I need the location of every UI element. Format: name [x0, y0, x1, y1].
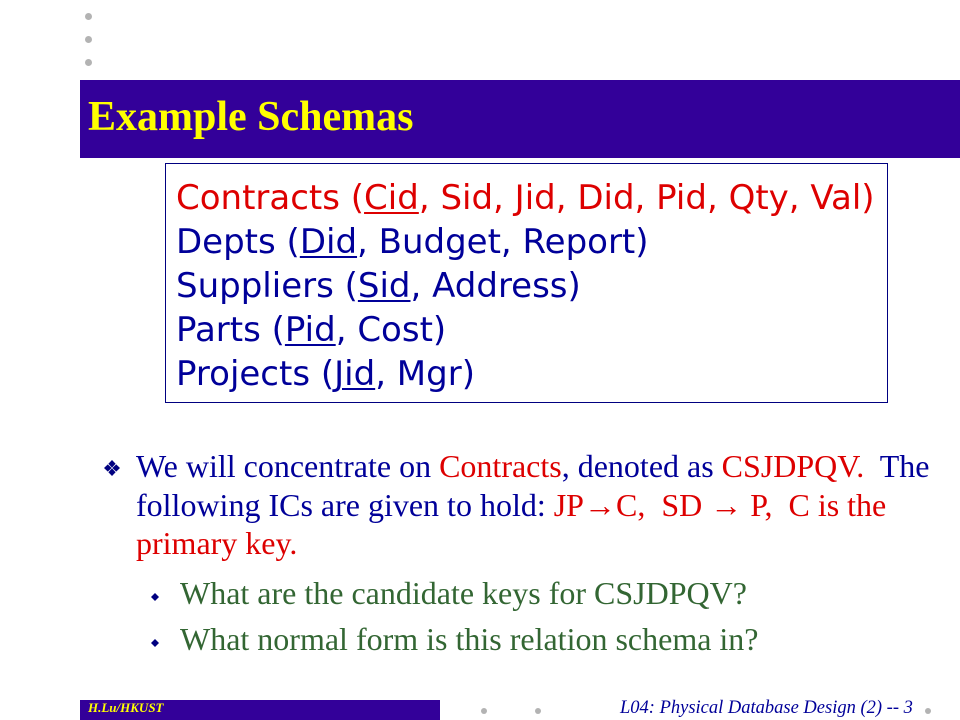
text-segment: JP→C, SD → P, C is the [553, 486, 895, 523]
relation-name: Contracts ( [176, 178, 365, 218]
attribute-list: , Budget, Report) [357, 222, 649, 262]
question-item [150, 620, 930, 659]
text-segment: Contracts [439, 448, 562, 484]
primary-key-attribute: Cid [364, 178, 419, 218]
decor-dot [925, 708, 931, 714]
text-segment: primary key. [136, 525, 298, 561]
schema-line-depts [176, 220, 887, 264]
relation-name: Projects ( [176, 354, 335, 394]
text-segment: We will concentrate on [136, 448, 440, 484]
text-line [136, 524, 937, 563]
diamond-bullet-icon [151, 639, 159, 647]
relation-name: Depts ( [176, 222, 300, 262]
text-line [136, 447, 937, 486]
schema-line-parts [176, 308, 887, 352]
text-segment: , denoted as [561, 448, 722, 484]
four-diamond-bullet-icon [104, 460, 120, 476]
question-text: What normal form is this relation schema in? [180, 621, 759, 657]
relation-name: Parts ( [176, 310, 285, 350]
question-text: What are the candidate keys for CSJDPQV? [180, 575, 747, 611]
decor-dot [85, 36, 92, 43]
schema-line-contracts [176, 176, 887, 220]
attribute-list: , Mgr) [375, 354, 475, 394]
text-line [136, 486, 937, 525]
primary-key-attribute: Jid [334, 354, 376, 394]
primary-key-attribute: Pid [284, 310, 336, 350]
primary-key-attribute: Sid [357, 266, 411, 306]
decor-dot [481, 708, 487, 714]
schema-box [165, 163, 888, 403]
main-bullet-text [136, 447, 937, 563]
attribute-list: , Cost) [335, 310, 447, 350]
diamond-bullet-icon [151, 593, 159, 601]
primary-key-attribute: Did [299, 222, 358, 262]
decor-dot [535, 708, 541, 714]
main-bullet [104, 447, 954, 567]
footer-lecture-page: L04: Physical Database Design (2) -- 3 [620, 698, 913, 718]
text-segment: following ICs are given to hold: [136, 486, 554, 523]
attribute-list: , Address) [410, 266, 581, 306]
attribute-list: , Sid, Jid, Did, Pid, Qty, Val) [418, 178, 875, 218]
footer-author: H.Lu/HKUST [88, 700, 164, 715]
schema-line-suppliers [176, 264, 887, 308]
slide-title: Example Schemas [88, 94, 414, 140]
footer-bar [80, 700, 440, 720]
question-item [150, 574, 930, 613]
text-segment: The [864, 448, 938, 484]
decor-dot [85, 13, 92, 20]
decor-dot [85, 59, 92, 66]
title-bar [80, 80, 960, 158]
text-segment: CSJDPQV. [721, 448, 865, 484]
schema-line-projects [176, 352, 887, 396]
relation-name: Suppliers ( [176, 266, 358, 306]
